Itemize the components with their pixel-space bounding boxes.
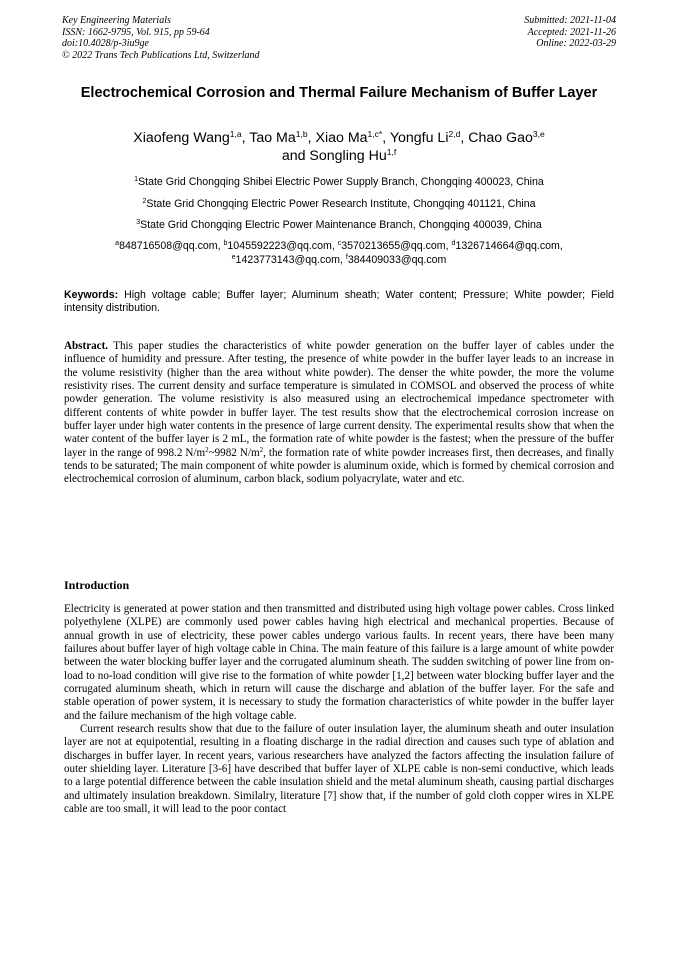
keywords-text: High voltage cable; Buffer layer; Aluminum sheath; Water content; Pressure; White powder; Field intensity distribution. [64, 289, 614, 315]
author: Chao Gao$^{3,e}$ [468, 129, 545, 146]
online-date: Online: 2022-03-29 [536, 38, 616, 50]
email: $^c$3570213655@qq.com, [337, 240, 452, 252]
email: $^d$1326714664@qq.com, [451, 240, 563, 252]
email: $^f$384409033@qq.com [345, 253, 447, 266]
paper-title: Electrochemical Corrosion and Thermal Failure Mechanism of Buffer Layer [80, 85, 598, 101]
abstract-text: This paper studies the characteristics of white powder generation on the buffer layer of cables under the influence of humidity and pressure. After testing, the presence of white powder in the buffer layer leads to an increase in the volume resistivity (higher than the area without white powder). The denser the white powder, the more the volume resistivity rises. The current density and surface temperature is simulated in COMSOL and observed the process of white powder generation. The volume resistivity is also measured using an electrochemical impedance spectrometer with different contents of white powder in buffer layer. The test results show that the electrochemical corrosion increase on buffer layer under high water contents in the presence of large current density. The experimental results show that when the water content of the buffer layer is 2 mL, the formation rate of white powder is the fastest; when the pressure of the buffer layer in the range of 998.2 $N/m^2\sim 9982$ $N/m^2$, the formation rate of white powder increases first, then decreases, and finally tends to be saturated; The main component of white powder is aluminum oxide, which is formed by chemical corrosion and electrochemical corrosion of aluminum, carbon black, sodium polyacrylate, water and etc. [64, 340, 614, 486]
email: $^e$1423773143@qq.com, [231, 253, 346, 266]
author: Xiao $Ma^{1,c*}$, [315, 129, 390, 146]
abstract-label: Abstract. [64, 340, 109, 352]
accepted-date: Accepted: 2021-11-26 [527, 26, 616, 38]
copyright-line: © 2022 Trans Tech Publications Ltd, Switzerland [62, 49, 260, 61]
journal-header-right [524, 15, 616, 50]
keywords-block [64, 289, 614, 316]
paragraph: Current research results show that due to the failure of outer insulation layer, the aluminum sheath and outer insulation layer are not at equipotential, resulting in a floating discharge in the radial direction and causes such type of ablation and discharges in buffer layer. In recent years, various researchers have analyzed the factors affecting the insulation failure of outer shielding layer. Literature [3-6] have described that buffer layer of XLPE cable is non-semi conductive, which leads to a large potential difference between the cable insulation shield and the metal aluminum sheath, causing partial discharges and ultimately insulation breakdown. Similalry, literature [7] show that, if the number of gold cloth copper wires in XLPE cable are too small, it will lead to the poor contact [64, 723, 614, 816]
paragraph: Electricity is generated at power station and then transmitted and distributed using high voltage power cables. Cross linked polyethylene (XLPE) are commonly used power cables having high electrical and mechanical properties. Because of annual growth in use of electricity, these power cables undergo various faults. In recent years, there have been many failures about buffer layer of high voltage cable in China. The main feature of this failure is a large amount of white powder between the water blocking buffer layer and the corrugated aluminum sheath. The sudden switching of power line from on-load to no-load condition will give rise to the formation of white powder [1,2] between water blocking buffer layer and the corrugated aluminum sheath, which in return will cause the discharge and ablation of the buffer layer. For the safe and stable operation of power system, it is necessary to study the formation characteristics of white powder in the buffer layer and the failure mechanism of the high voltage cable. [64, 603, 614, 722]
author: and Songling Hu$^{1,f}$ [281, 147, 397, 164]
journal-name: Key Engineering Materials [62, 15, 171, 26]
affiliation: $^2$State Grid Chongqing Electric Power Research Institute, Chongqing 401121, China [142, 198, 536, 210]
keywords-label: Keywords: [64, 289, 119, 301]
author: Tao Ma$^{1,b}$, [249, 129, 316, 146]
section-heading-introduction: Introduction [64, 578, 130, 592]
affiliation: $^3$State Grid Chongqing Electric Power Maintenance Branch, Chongqing 400039, China [136, 219, 542, 231]
author: Yongfu Li$^{2,d}$, [389, 129, 469, 146]
email: $^a$848716508@qq.com, [115, 240, 224, 252]
affiliation: $^1$State Grid Chongqing Shibei Electric Power Supply Branch, Chongqing 400023, China [134, 176, 544, 188]
abstract-block [64, 340, 614, 487]
email: $^b$1045592223@qq.com, [223, 240, 338, 252]
doi-line: doi:10.4028/p-3iu9ge [62, 38, 149, 50]
author: Xiaofeng Wang$^{1,a}$, [133, 129, 250, 146]
email-list [62, 240, 616, 267]
journal-header-left [62, 15, 260, 61]
author-list [62, 129, 616, 165]
introduction-body [64, 603, 614, 817]
issn-line: ISSN: 1662-9795, Vol. 915, pp 59-64 [62, 26, 210, 38]
submitted-date: Submitted: 2021-11-04 [524, 15, 616, 26]
